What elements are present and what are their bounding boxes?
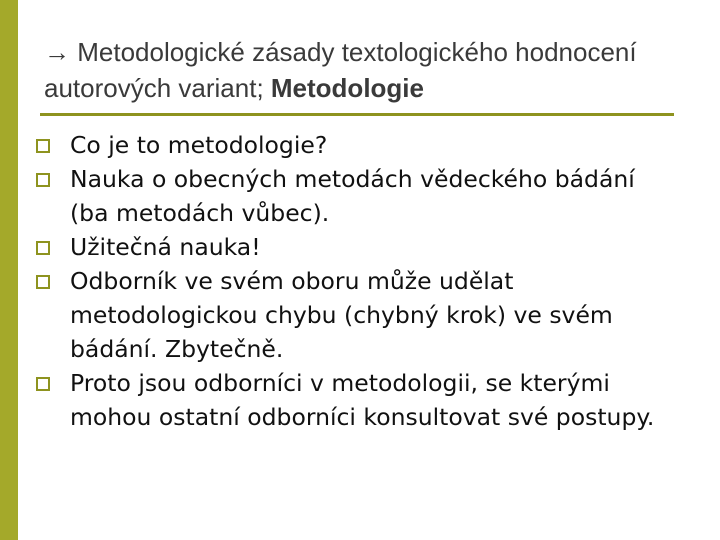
square-bullet-icon bbox=[36, 377, 50, 391]
square-bullet-icon bbox=[36, 173, 50, 187]
bullet-item bbox=[36, 366, 676, 434]
square-bullet-icon bbox=[36, 139, 50, 153]
bullet-text: Co je to metodologie? bbox=[70, 131, 328, 159]
bullet-item bbox=[36, 128, 676, 162]
bullet-text: Proto jsou odborníci v metodologii, se kterými mohou ostatní odborníci konsultovat své postupy. bbox=[70, 369, 655, 431]
bullet-text: Nauka o obecných metodách vědeckého bádání (ba metodách vůbec). bbox=[70, 165, 635, 227]
square-bullet-icon bbox=[36, 275, 50, 289]
bullet-text: Užitečná nauka! bbox=[70, 233, 261, 261]
title-divider bbox=[40, 113, 674, 116]
bullet-item bbox=[36, 264, 676, 366]
square-bullet-icon bbox=[36, 241, 50, 255]
bullet-item bbox=[36, 162, 676, 230]
title-main: → Metodologické zásady textologického hodnocení autorových variant; bbox=[44, 37, 637, 103]
title-emphasis: Metodologie bbox=[270, 73, 424, 103]
bullet-item bbox=[36, 230, 676, 264]
bullet-text: Odborník ve svém oboru může udělat metodologickou chybu (chybný krok) ve svém bádání. Zbytečně. bbox=[70, 267, 613, 363]
slide-title bbox=[44, 34, 684, 106]
bullet-list bbox=[36, 128, 676, 434]
left-accent-bar bbox=[0, 0, 18, 540]
